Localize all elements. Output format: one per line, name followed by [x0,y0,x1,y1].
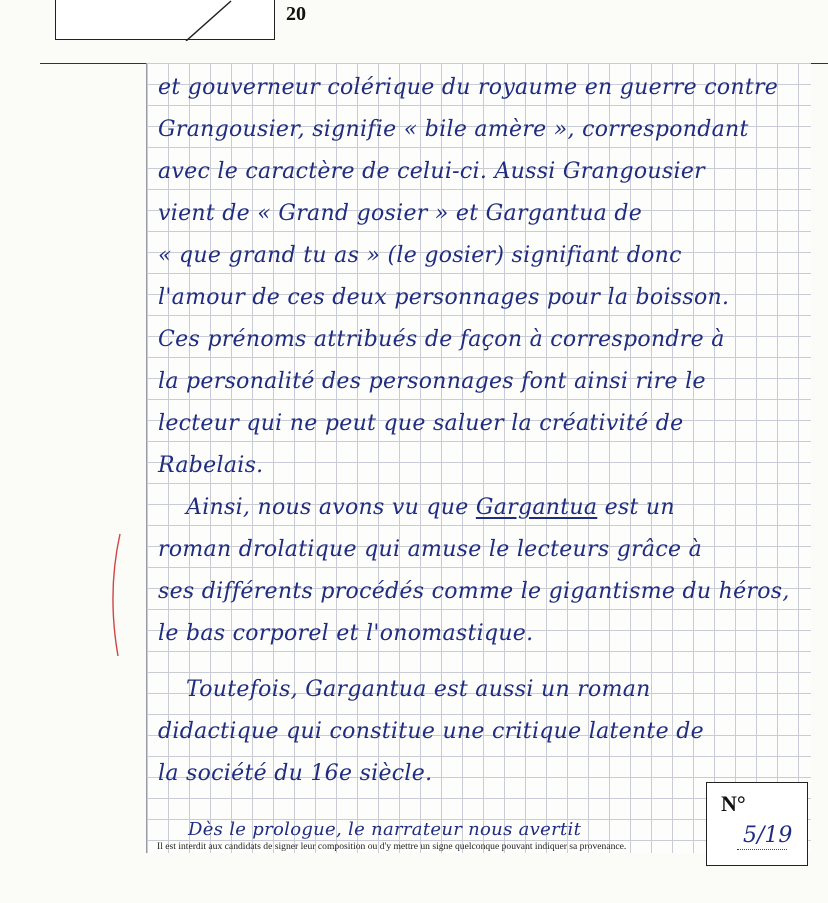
essay-line: ses différents procédés comme le gigantisme du héros, [158,579,790,604]
essay-line: le bas corporel et l'onomastique. [158,621,534,646]
copy-number-box [706,782,808,866]
essay-line: la société du 16e siècle. [158,761,433,786]
essay-line: avec le caractère de celui-ci. Aussi Grangousier [158,159,705,184]
essay-line-start: Ainsi, nous avons vu que [186,495,469,520]
number-value: 5/19 [743,823,793,848]
essay-line: didactique qui constitue une critique latente de [158,719,704,744]
essay-line: Dès le prologue, le narrateur nous avertit [188,819,582,840]
box-diagonal [56,0,276,41]
page-number-box [55,0,306,40]
essay-line: lecteur qui ne peut que saluer la créativité de [158,411,684,436]
essay-line [186,495,675,520]
essay-line: l'amour de ces deux personnages pour la boisson. [158,285,730,310]
essay-line: vient de « Grand gosier » et Gargantua de [158,201,643,226]
essay-line: Rabelais. [158,453,264,478]
essay-line: Ces prénoms attribués de façon à correspondre à [158,327,725,352]
essay-line: et gouverneur colérique du royaume en guerre contre [158,75,779,100]
essay-line: Toutefois, Gargantua est aussi un roman [186,677,651,702]
number-dotted-line [737,849,787,850]
essay-line: roman drolatique qui amuse le lecteurs grâce à [158,537,702,562]
essay-line-end: est un [604,495,675,520]
red-margin-mark [108,530,128,660]
number-label: N° [721,791,746,816]
page-number: 20 [286,3,306,25]
essay-line: la personalité des personnages font ainsi rire le [158,369,706,394]
footer-notice: Il est interdit aux candidats de signer leur composition ou d'y mettre un signe quelconque pouvant indiquer sa provenance. [157,841,627,852]
essay-line: Grangousier, signifie « bile amère », correspondant [158,117,749,142]
essay-line: « que grand tu as » (le gosier) signifiant donc [158,243,682,268]
underlined-title: Gargantua [475,495,598,520]
